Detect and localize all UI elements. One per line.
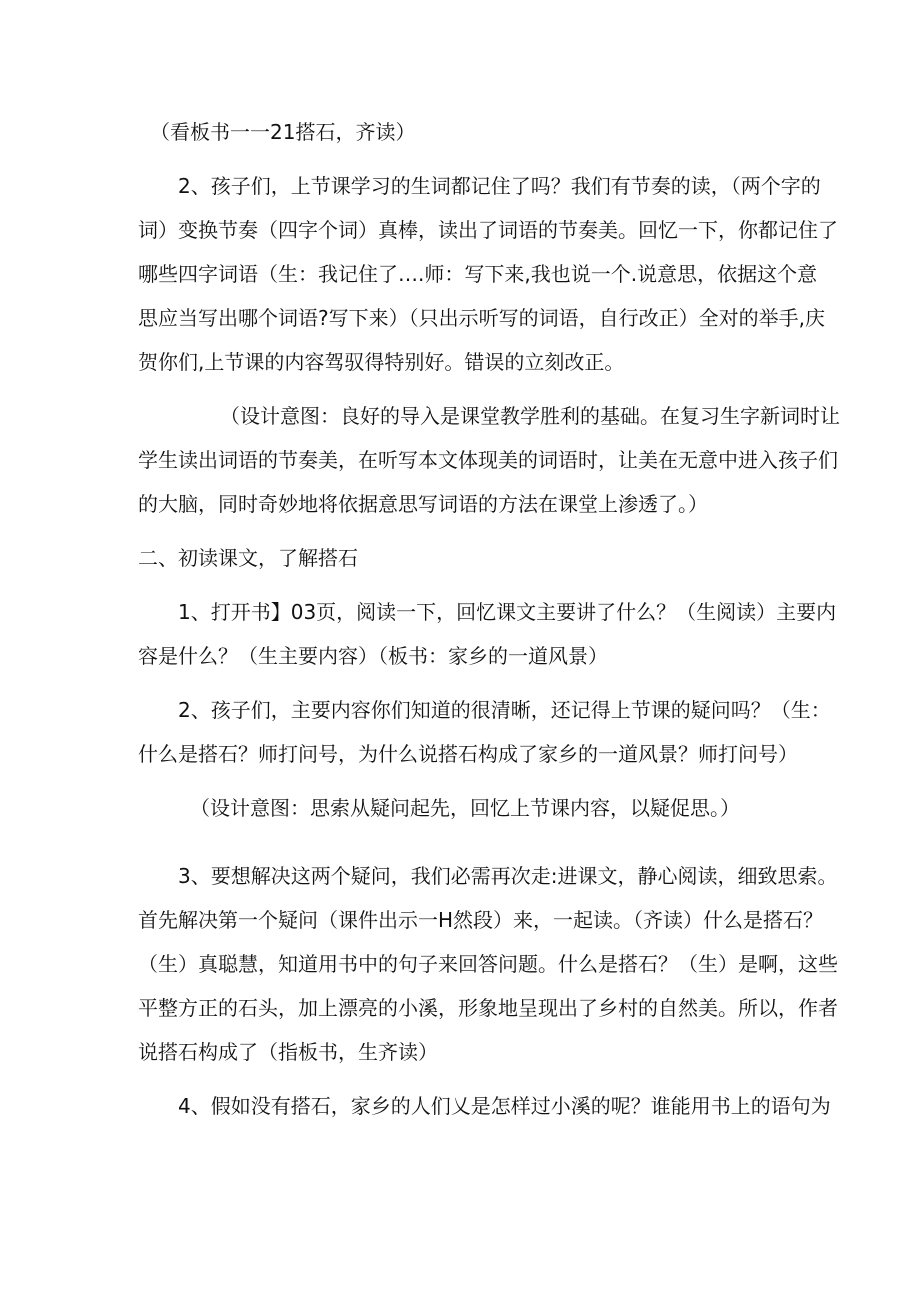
step-2-line-1: 2、孩子们，主要内容你们知道的很清晰，还记得上节课的疑问吗？（生： <box>178 698 831 722</box>
step-4-line-1: 4、假如没有搭石，家乡的人们乂是怎样过小溪的呢？谁能用书上的语句为 <box>178 1094 831 1118</box>
step-3-line-4: 平整方正的石头，加上漂亮的小溪，形象地呈现出了乡村的自然美。所以，作者 <box>138 996 838 1020</box>
step-3-line-2: 首先解决第一个疑问（课件出示一H然段）来，一起读。（齐读）什么是搭石？ <box>138 908 824 932</box>
design-intent-1-line-1: （设计意图：良好的导入是课堂教学胜利的基础。在复习生字新词时让 <box>220 404 840 428</box>
paragraph-2-line-3: 哪些四字词语（生：我记住了….师：写下来,我也说一个.说意思，依据这个意 <box>138 262 818 286</box>
paragraph-2-line-4: 思应当写出哪个词语?写下来）（只出示听写的词语，自行改正）全对的举手,庆 <box>138 306 825 330</box>
board-reading-line: （看板书一一21搭石，齐读） <box>150 120 416 144</box>
design-intent-2: （设计意图：思索从疑问起先，回忆上节课内容，以疑促思。） <box>190 796 740 820</box>
step-1-line-2: 容是什么？（生主要内容）（板书：家乡的一道风景） <box>138 644 608 668</box>
paragraph-2-line-2: 词）变换节奏（四字个词）真棒，读出了词语的节奏美。回忆一下，你都记住了 <box>138 218 838 242</box>
step-3-line-3: （生）真聪慧，知道用书中的句子来回答问题。什么是搭石？（生）是啊，这些 <box>138 952 838 976</box>
design-intent-1-line-2: 学生读出词语的节奏美，在听写本文体现美的词语时，让美在无意中进入孩子们 <box>138 448 838 472</box>
paragraph-2-line-1: 2、孩子们，上节课学习的生词都记住了吗？我们有节奏的读，（两个字的 <box>178 174 821 198</box>
step-3-line-5: 说搭石构成了（指板书，生齐读） <box>138 1040 438 1064</box>
step-2-line-2: 什么是搭石？师打问号，为什么说搭石构成了家乡的一道风景？师打问号） <box>138 742 798 766</box>
paragraph-2-line-5: 贺你们,上节课的内容驾驭得特别好。错误的立刻改正。 <box>138 350 625 374</box>
design-intent-1-line-3: 的大脑，同时奇妙地将依据意思写词语的方法在课堂上渗透了。） <box>138 492 708 516</box>
section-heading: 二、初读课文，了解搭石 <box>138 546 358 570</box>
step-1-line-1: 1、打开书】03页，阅读一下，回忆课文主要讲了什么？（生阅读）主要内 <box>178 600 837 624</box>
step-3-line-1: 3、要想解决这两个疑问，我们必需再次走:进课文，静心阅读，细致思索。 <box>178 864 838 888</box>
